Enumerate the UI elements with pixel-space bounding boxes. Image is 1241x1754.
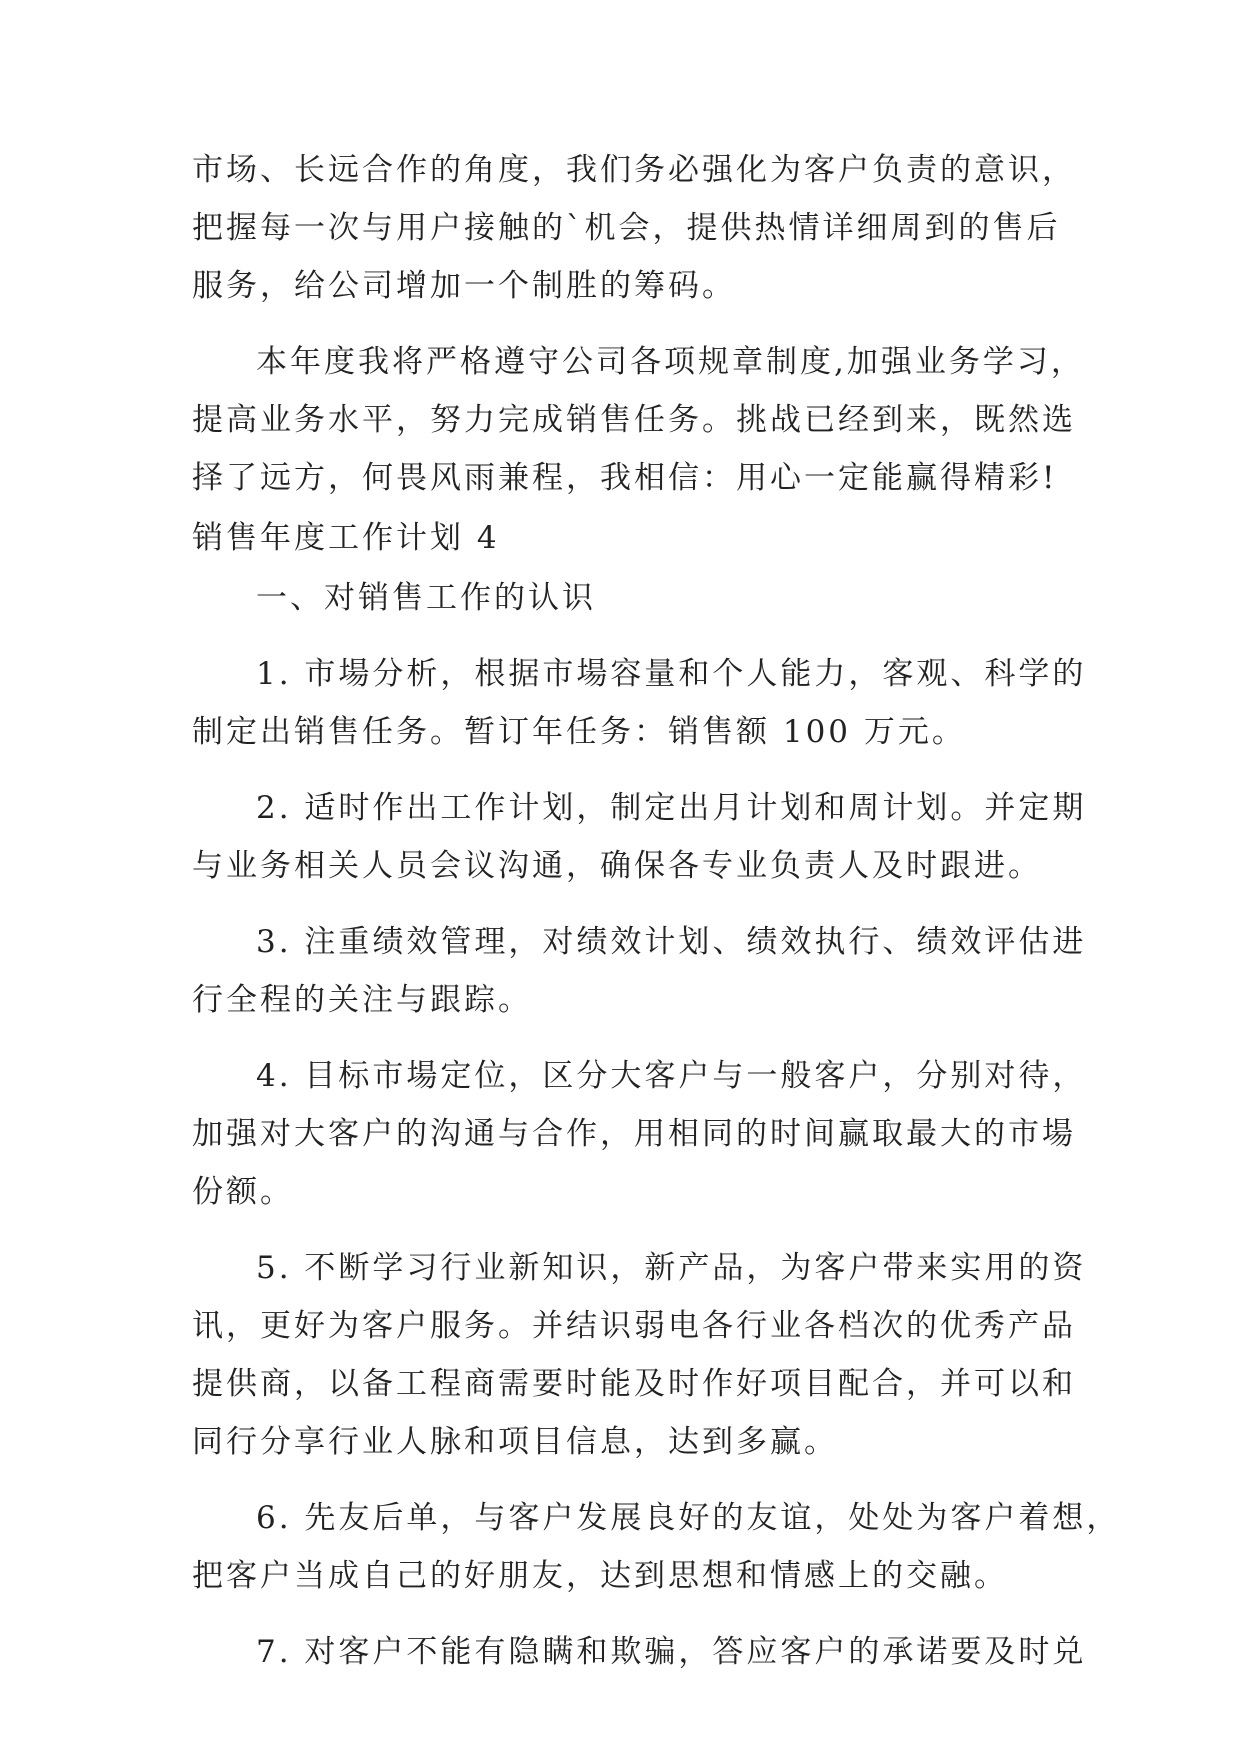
text-line: 把客户当成自己的好朋友，达到思想和情感上的交融。 xyxy=(192,1558,1008,1594)
section-heading: 销售年度工作计划 4 xyxy=(192,520,500,556)
text-line: 服务，给公司增加一个制胜的筹码。 xyxy=(192,268,736,304)
text-line: 把握每一次与用户接触的`机会，提供热情详细周到的售后 xyxy=(192,210,1061,246)
text-line: 加强对大客户的沟通与合作，用相同的时间赢取最大的市場 xyxy=(192,1116,1076,1152)
text-line: 2. 适时作出工作计划，制定出月计划和周计划。并定期 xyxy=(256,790,1087,826)
text-line: 制定出销售任务。暂订年任务：销售额 100 万元。 xyxy=(192,714,966,750)
text-line: 与业务相关人员会议沟通，确保各专业负责人及时跟进。 xyxy=(192,848,1042,884)
text-line: 4. 目标市場定位，区分大客户与一般客户，分别对待， xyxy=(256,1058,1087,1094)
text-line: 7. 对客户不能有隐瞒和欺骗，答应客户的承诺要及时兑 xyxy=(256,1634,1087,1670)
text-line: 讯，更好为客户服务。并结识弱电各行业各档次的优秀产品 xyxy=(192,1308,1076,1344)
text-line: 提高业务水平，努力完成销售任务。挑战已经到来，既然选 xyxy=(192,402,1076,438)
subheading: 一、对销售工作的认识 xyxy=(256,580,596,616)
text-line: 份额。 xyxy=(192,1174,294,1210)
text-line: 提供商，以备工程商需要时能及时作好项目配合，并可以和 xyxy=(192,1366,1076,1402)
text-line: 6. 先友后单，与客户发展良好的友谊，处处为客户着想， xyxy=(256,1500,1121,1536)
text-line: 3. 注重绩效管理，对绩效计划、绩效执行、绩效评估进 xyxy=(256,924,1087,960)
text-line: 市场、长远合作的角度，我们务必强化为客户负责的意识， xyxy=(192,152,1076,188)
text-line: 本年度我将严格遵守公司各项规章制度,加强业务学习， xyxy=(256,344,1085,380)
text-line: 1. 市場分析，根据市場容量和个人能力，客观、科学的 xyxy=(256,656,1087,692)
text-line: 择了远方，何畏风雨兼程，我相信：用心一定能赢得精彩! xyxy=(192,460,1058,496)
text-line: 5. 不断学习行业新知识，新产品，为客户带来实用的资 xyxy=(256,1250,1087,1286)
text-line: 行全程的关注与跟踪。 xyxy=(192,982,532,1018)
text-line: 同行分享行业人脉和项目信息，达到多赢。 xyxy=(192,1424,838,1460)
